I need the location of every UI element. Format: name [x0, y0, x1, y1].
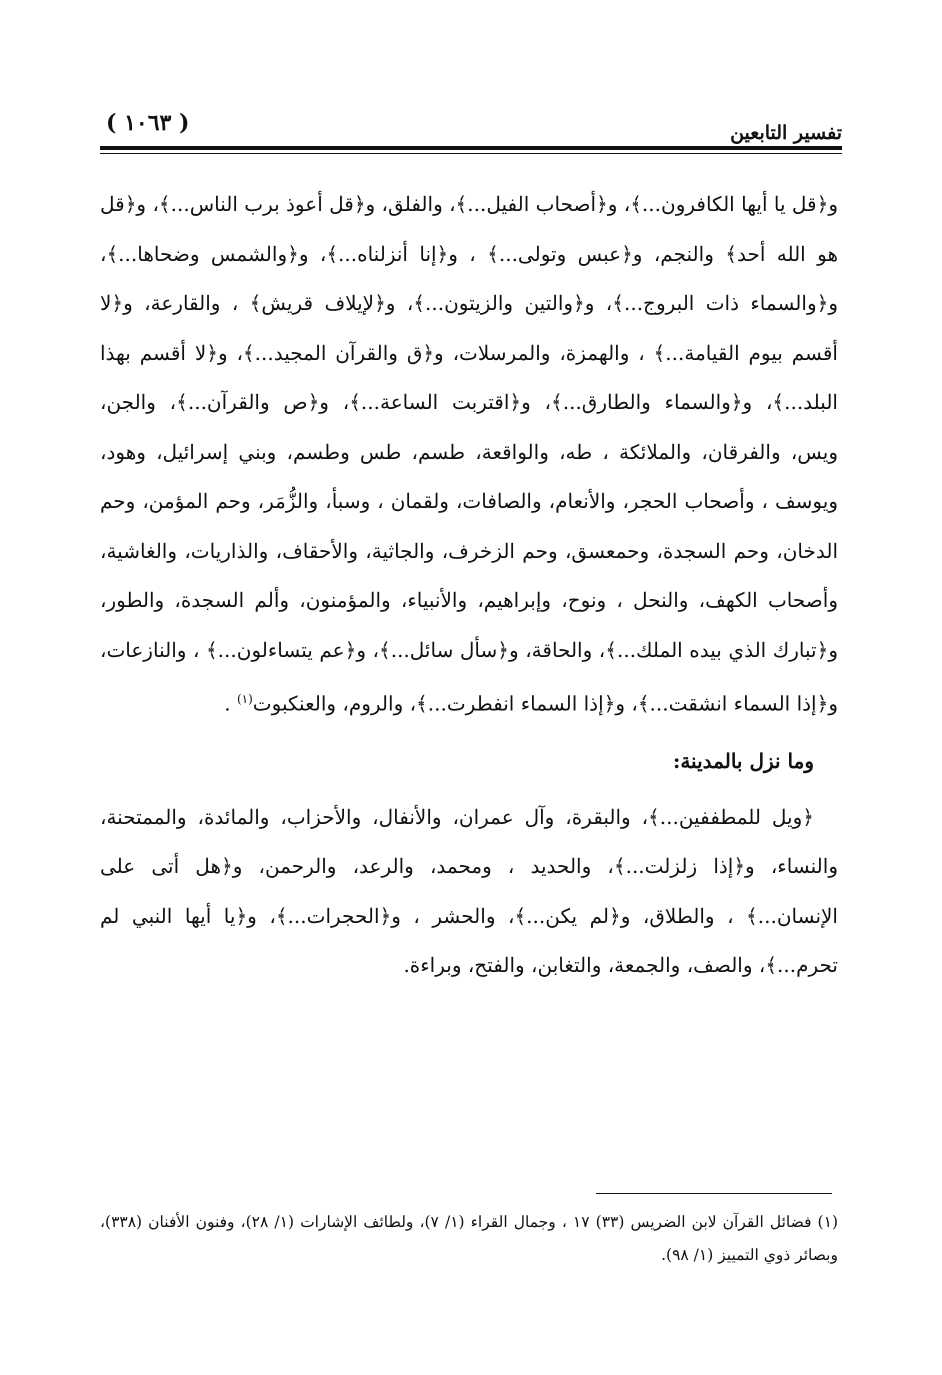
main-text: [100, 180, 838, 991]
medinan-surahs-paragraph: ﴿ويل للمطففين...﴾، والبقرة، وآل عمران، والأنفال، والأحزاب، والمائدة، والممتحنة، والنساء، و﴿إذا زلزلت...﴾، والحديد ، ومحمد، والرعد، والرحمن، و﴿هل أتى على الإنسان...﴾ ، والطلاق، و﴿لم يكن...﴾، والحشر ، و﴿الحجرات...﴾، و﴿يا أيها النبي لم تحرم...﴾، والصف، والجمعة، والتغابن، والفتح، وبراءة.: [100, 804, 838, 978]
medinan-section-heading: وما نزل بالمدينة:: [672, 749, 814, 774]
running-title: تفسير التابعين: [730, 122, 842, 144]
page-header: [100, 108, 842, 168]
header-rule-thick: [100, 146, 842, 150]
meccan-surahs-text: و﴿قل يا أيها الكافرون...﴾، و﴿أصحاب الفيل...﴾، والفلق، و﴿قل أعوذ برب الناس...﴾، و﴿قل هو الله أحد﴾ والنجم، و﴿عبس وتولى...﴾ ، و﴿إنا أنزلناه...﴾، و﴿والشمس وضحاها...﴾، و﴿والسماء ذات البروج...﴾، و﴿والتين والزيتون...﴾، و﴿لإيلاف قريش﴾ ، والقارعة، و﴿لا أقسم بيوم القيامة...﴾ ، والهمزة، والمرسلات، و﴿ق والقرآن المجيد...﴾، و﴿لا أقسم بهذا البلد...﴾، و﴿والسماء والطارق...﴾، و﴿اقتربت الساعة...﴾، و﴿ص والقرآن...﴾، والجن، ويس، والفرقان، والملائكة ، طه، والواقعة، طسم، طس وطسم، وبني إسرائيل، وهود، ويوسف ، وأصحاب الحجر، والأنعام، والصافات، ولقمان ، وسبأ، والزُّمَر، وحم المؤمن، وحم الدخان، وحم السجدة، وحمعسق، وحم الزخرف، والجاثية، والأحقاف، والذاريات، والغاشية، وأصحاب الكهف، والنحل ، ونوح، وإبراهيم، والأنبياء، والمؤمنون، وألم السجدة، والطور، و﴿تبارك الذي بيده الملك...﴾، والحاقة، و﴿سأل سائل...﴾، و﴿عم يتساءلون...﴾ ، والنازعات، و﴿إذا السماء انشقت...﴾، و﴿إذا السماء انفطرت...﴾، والروم، والعنكبوت: [100, 192, 838, 716]
footnote: (١) فضائل القرآن لابن الضريس (٣٣) ١٧ ، وجمال القراء (١/ ٧)، ولطائف الإشارات (١/ ٢٨)، وفنون الأفنان (٣٣٨)، وبصائر ذوي التمييز (١/ ٩٨).: [100, 1213, 838, 1264]
footnote-reference: (١): [236, 692, 253, 706]
footnote-separator: [596, 1193, 832, 1194]
paragraph-end: .: [224, 691, 237, 716]
header-rule-thin: [100, 153, 842, 154]
meccan-surahs-paragraph: [100, 180, 838, 729]
page-number: ( ١٠٦٣ ): [106, 110, 190, 136]
